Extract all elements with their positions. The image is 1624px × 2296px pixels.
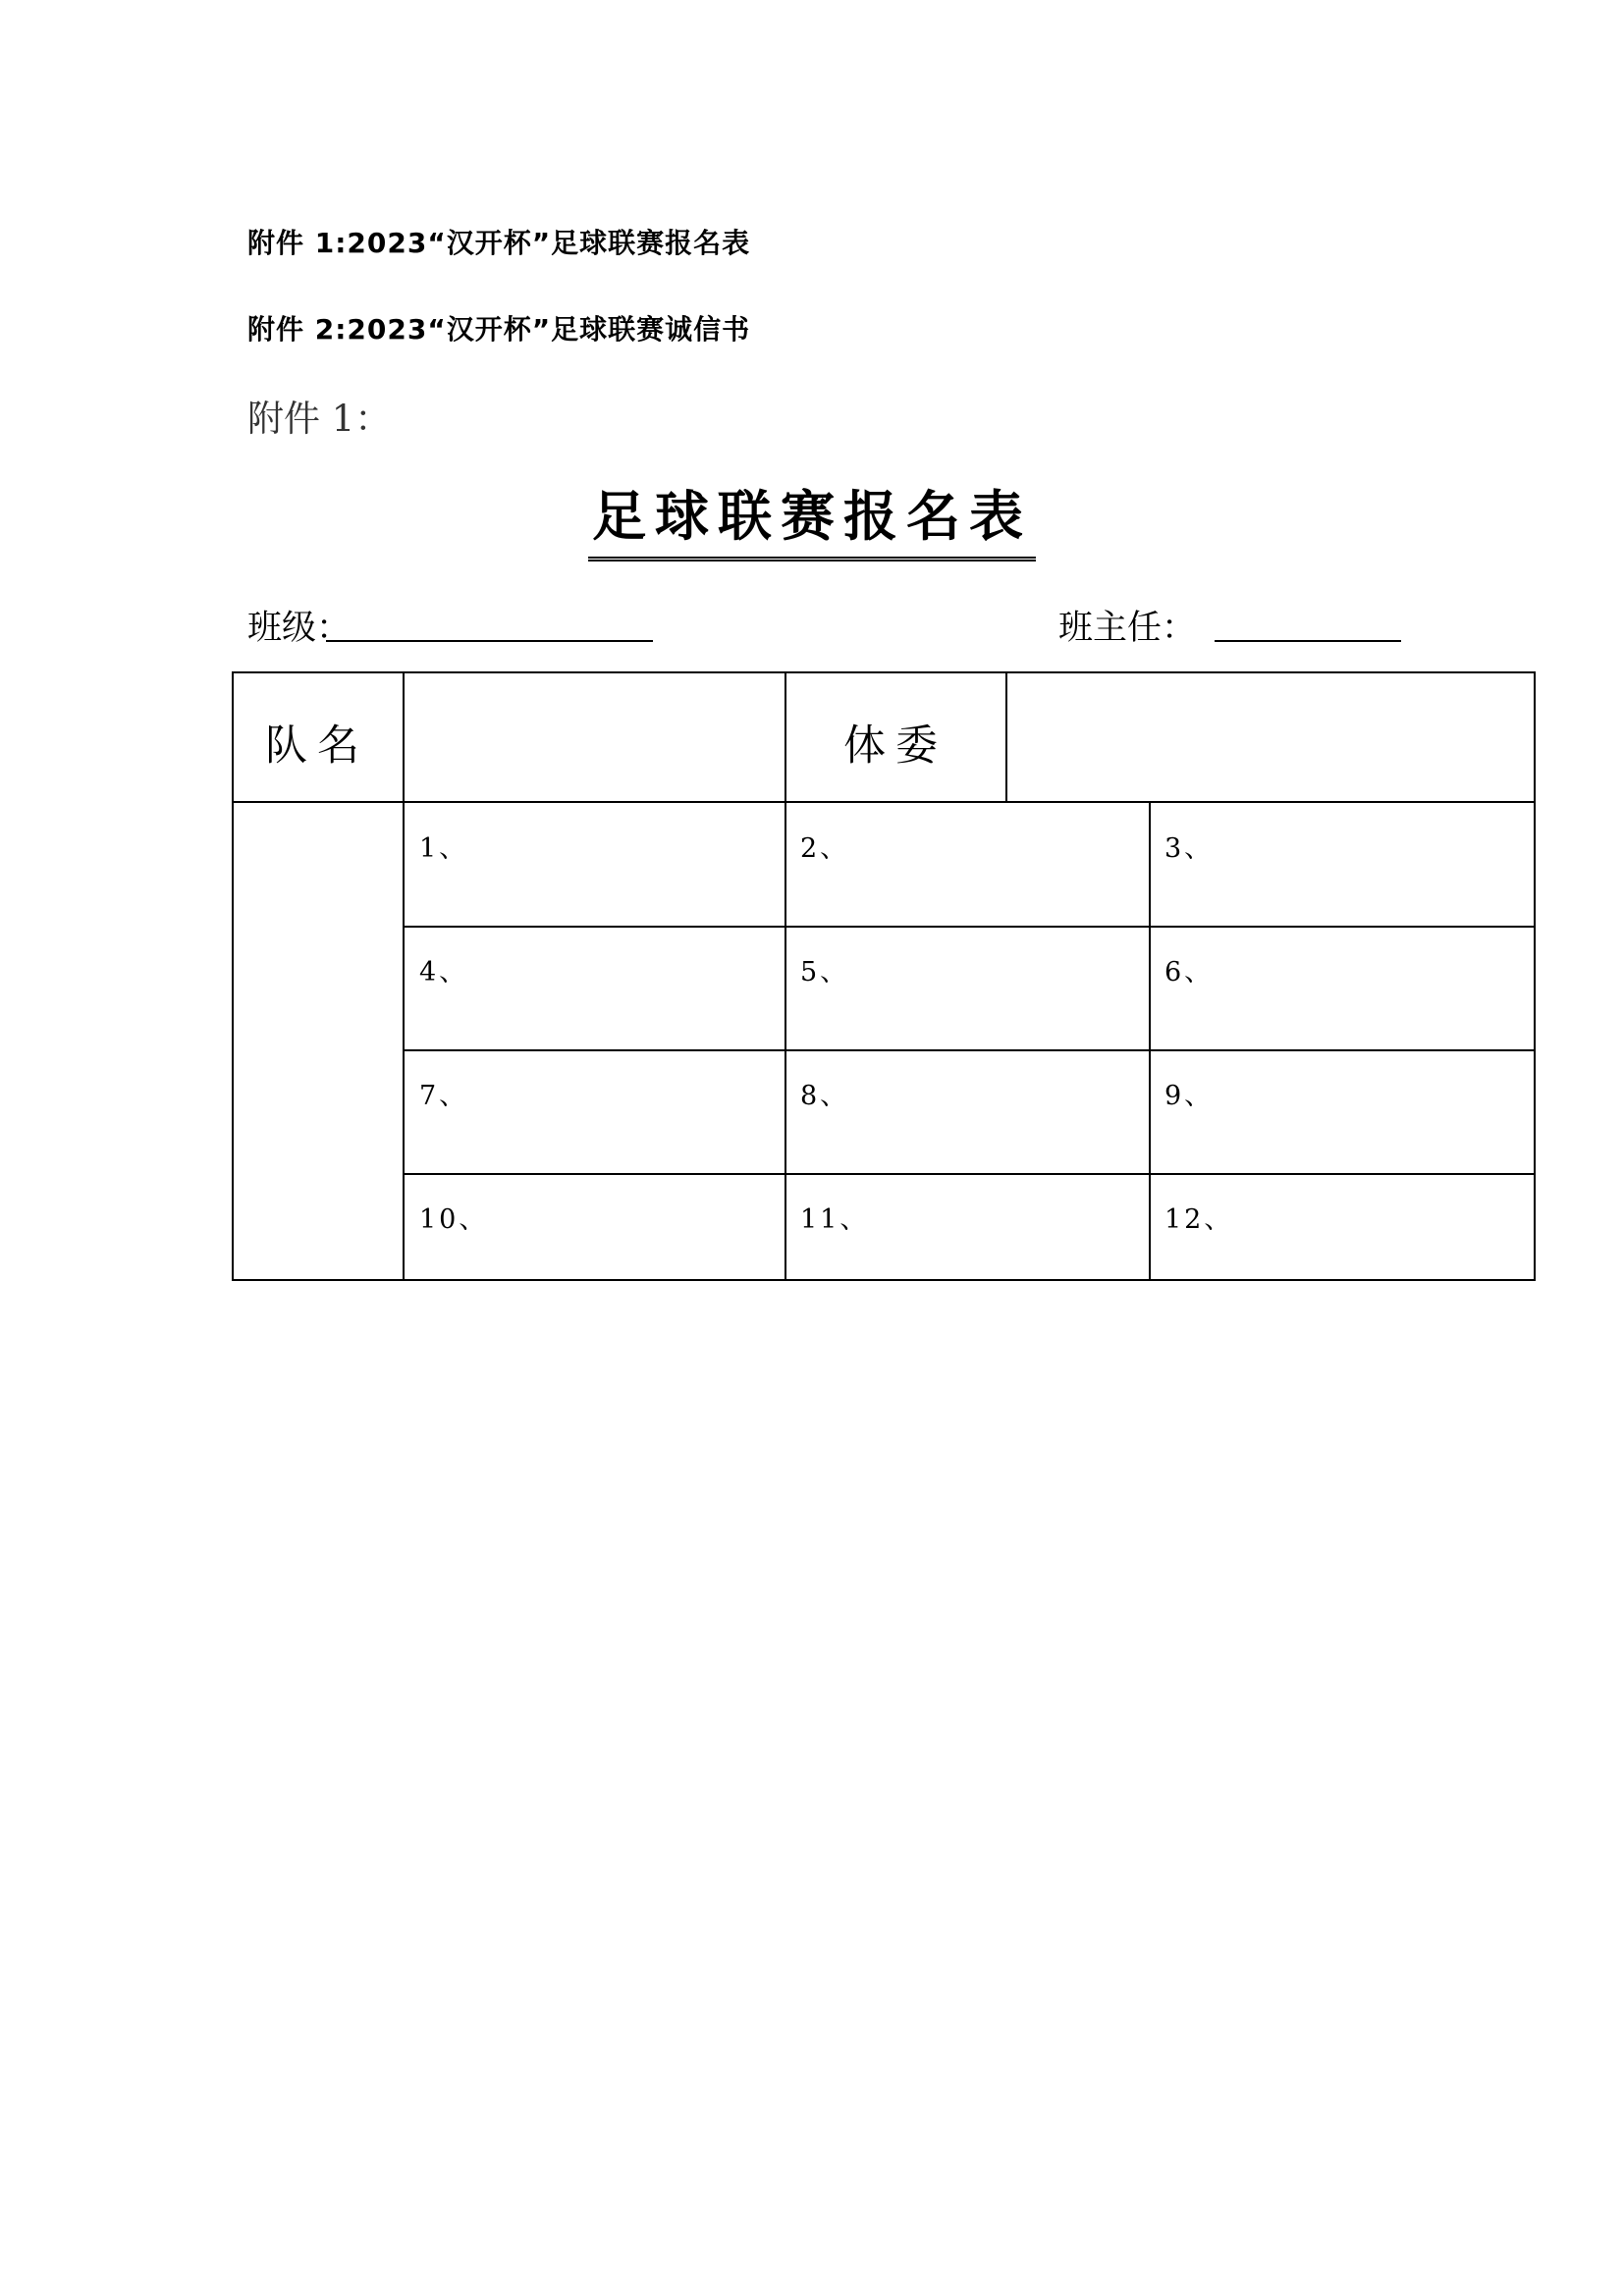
form-title-text: 足球联赛报名表 [588,473,1036,561]
head-teacher-field[interactable] [1215,640,1401,642]
table-row-divider [403,1049,1536,1051]
player-number-11: 11、 [800,1204,870,1235]
attachment-label: 附件 1： [247,398,392,440]
attachment-line-1: 附件 1:2023“汉开杯”足球联赛报名表 [247,227,751,259]
table-border-left [232,671,234,1281]
table-column-divider [785,671,786,1281]
player-number-5: 5、 [800,957,850,988]
table-row-divider [232,801,1536,803]
attachment-line-2: 附件 2:2023“汉开杯”足球联赛诚信书 [247,313,751,346]
table-column-divider [1149,801,1151,1281]
player-number-3: 3、 [1164,833,1215,864]
player-number-7: 7、 [419,1081,469,1111]
form-title [0,473,1624,561]
sports-rep-label: 体委 [843,721,947,771]
table-row-divider [403,1173,1536,1175]
player-number-1: 1、 [419,833,469,864]
class-label: 班级： [247,609,352,648]
table-border-bottom [232,1279,1536,1281]
head-teacher-label: 班主任： [1058,609,1197,648]
player-number-6: 6、 [1164,957,1215,988]
table-row-divider [403,926,1536,928]
player-number-9: 9、 [1164,1081,1215,1111]
player-number-8: 8、 [800,1081,850,1111]
player-number-12: 12、 [1164,1204,1234,1235]
class-field[interactable] [326,640,653,642]
player-number-2: 2、 [800,833,850,864]
player-number-10: 10、 [419,1204,489,1235]
team-name-label: 队名 [265,721,369,771]
player-number-4: 4、 [419,957,469,988]
team-name-input-cell[interactable] [405,673,785,801]
table-border-right [1534,671,1536,1281]
sports-rep-input-cell[interactable] [1007,673,1534,801]
